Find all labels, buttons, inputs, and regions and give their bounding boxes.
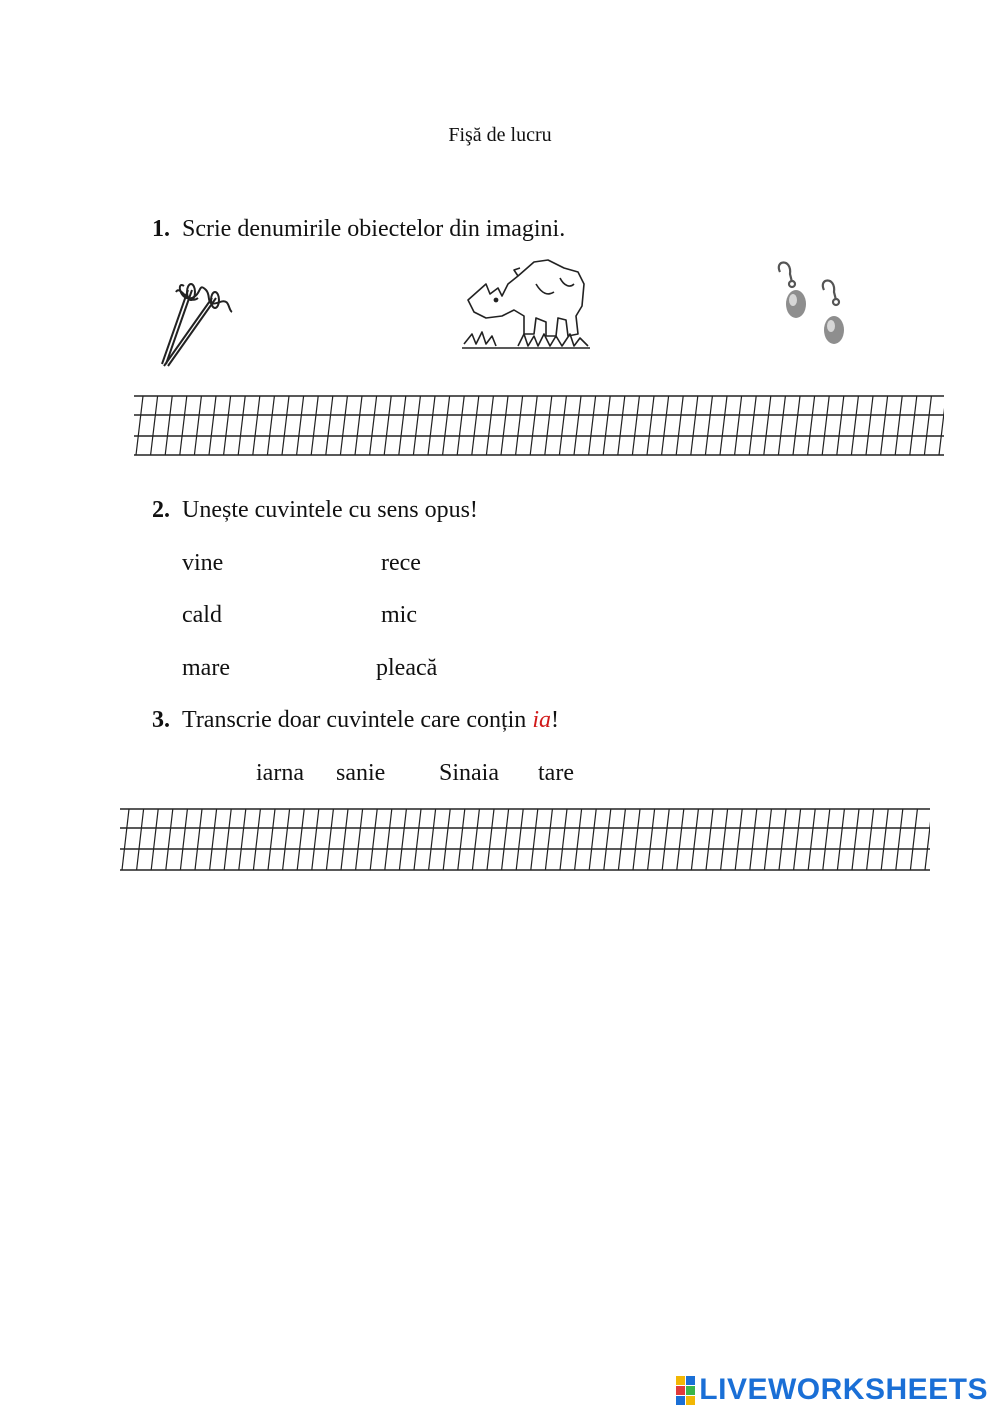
grid-slant-line [662,809,669,870]
grid-slant-line [676,396,683,455]
grid-slant-line [180,809,187,870]
grid-slant-line [472,809,479,870]
grid-slant-line [647,396,654,455]
grid-slant-line [297,809,304,870]
grid-slant-line [764,396,771,455]
grid-slant-line [137,809,144,870]
grid-slant-line [618,809,625,870]
grid-slant-line [151,396,158,455]
grid-slant-line [559,396,566,455]
exercise-3-number: 3. [152,707,170,733]
grid-slant-line [677,809,684,870]
grid-slant-line [881,809,888,870]
grid-slant-line [779,809,786,870]
word-right-1[interactable]: rece [381,550,421,576]
grid-slant-line [385,809,392,870]
liveworksheets-logo [676,1372,988,1408]
grid-slant-line [267,396,274,455]
grid-slant-line [238,396,245,455]
grid-slant-line [866,396,873,455]
grid-slant-line [633,809,640,870]
page-title: Fişă de lucru [448,124,552,146]
grid-slant-line [312,809,319,870]
grid-slant-line [749,396,756,455]
grid-slant-line [924,396,931,455]
grid-slant-line [808,396,815,455]
exercise-1-number: 1. [152,216,170,242]
grid-slant-line [224,809,231,870]
grid-slant-line [429,809,436,870]
grid-slant-line [194,396,201,455]
grid-slant-line [443,396,450,455]
grid-slant-line [925,809,930,870]
grid-slant-line [487,809,494,870]
exercise-1-heading [152,216,565,243]
exercise-1-instruction: Scrie denumirile obiectelor din imagini. [182,216,566,242]
grid-slant-line [457,396,464,455]
grid-slant-line [895,396,902,455]
grid-slant-line [604,809,611,870]
grid-slant-line [501,396,508,455]
grid-slant-line [472,396,479,455]
grid-slant-line [867,809,874,870]
exercise-2-number: 2. [152,497,170,523]
grid-slant-line [910,809,917,870]
grid-slant-line [516,809,523,870]
grid-slant-line [356,809,363,870]
grid-slant-line [239,809,246,870]
grid-slant-line [575,809,582,870]
earrings-icon [770,256,860,350]
grid-slant-line [721,809,728,870]
grid-slant-line [910,396,917,455]
grid-slant-line [706,809,713,870]
grid-slant-line [618,396,625,455]
grid-slant-line [560,809,567,870]
grid-slant-line [297,396,304,455]
grid-slant-line [764,809,771,870]
grid-slant-line [939,396,944,455]
grid-slant-line [851,396,858,455]
grid-slant-line [793,396,800,455]
grid-slant-line [311,396,318,455]
grid-slant-line [340,396,347,455]
grid-slant-line [341,809,348,870]
word-option-4: tare [538,760,574,786]
exercise-2-heading [152,497,478,524]
grid-slant-line [852,809,859,870]
grid-slant-line [837,396,844,455]
grid-slant-line [370,809,377,870]
grid-slant-line [589,396,596,455]
grid-slant-line [691,396,698,455]
grid-slant-line [253,396,260,455]
grid-slant-line [370,396,377,455]
grid-slant-line [166,809,173,870]
grid-slant-line [502,809,509,870]
grid-slant-line [414,809,421,870]
logo-text: LIVEWORKSHEETS [699,1373,988,1406]
rhinoceros-icon [462,254,592,354]
grid-slant-line [282,396,289,455]
grid-slant-line [589,809,596,870]
grid-slant-line [253,809,260,870]
grid-slant-line [486,396,493,455]
grid-slant-line [750,809,757,870]
grid-slant-line [530,396,537,455]
word-right-2[interactable]: mic [381,602,417,628]
grid-slant-line [210,809,217,870]
grid-slant-line [720,396,727,455]
grid-slant-line [180,396,187,455]
grid-slant-line [122,809,129,870]
grid-slant-line [822,396,829,455]
grid-slant-line [165,396,172,455]
word-right-3[interactable]: pleacă [376,655,438,681]
grid-slant-line [355,396,362,455]
grid-slant-line [735,809,742,870]
grid-slant-line [151,809,158,870]
grid-slant-line [399,809,406,870]
word-option-1: iarna [256,760,304,786]
grid-slant-line [209,396,216,455]
grid-slant-line [326,809,333,870]
grid-slant-line [778,396,785,455]
grid-slant-line [648,809,655,870]
grid-slant-line [705,396,712,455]
grid-slant-line [399,396,406,455]
grid-slant-line [283,809,290,870]
grid-slant-line [662,396,669,455]
grid-slant-line [268,809,275,870]
grid-slant-line [458,809,465,870]
grid-slant-line [691,809,698,870]
grid-slant-line [545,396,552,455]
grid-slant-line [837,809,844,870]
exercise-3-exclamation: ! [550,707,559,733]
grid-slant-line [413,396,420,455]
grid-slant-line [136,396,143,455]
grid-slant-line [896,809,903,870]
logo-cubes-icon [676,1376,695,1405]
exercise-3-highlight: ia [532,707,551,733]
exercise-3-instruction: Transcrie doar cuvintele care conțin [182,707,533,733]
grid-slant-line [326,396,333,455]
grid-slant-line [808,809,815,870]
grid-slant-line [823,809,830,870]
grid-slant-line [516,396,523,455]
word-option-3: Sinaia [439,760,499,786]
grid-slant-line [735,396,742,455]
grid-slant-line [632,396,639,455]
grid-slant-line [794,809,801,870]
exercise-2-instruction: Unește cuvintele cu sens opus! [182,497,478,523]
word-left-2[interactable]: cald [182,602,222,628]
grid-slant-line [545,809,552,870]
grid-slant-line [224,396,231,455]
writing-lines-2[interactable] [120,808,930,872]
grid-slant-line [443,809,450,870]
grid-slant-line [574,396,581,455]
word-left-3[interactable]: mare [182,655,230,681]
grid-slant-line [881,396,888,455]
grid-slant-line [384,396,391,455]
grid-slant-line [428,396,435,455]
word-option-2: sanie [336,760,386,786]
needles-icon [158,280,238,368]
grid-slant-line [603,396,610,455]
grid-slant-line [531,809,538,870]
exercise-3-heading [152,707,559,734]
grid-slant-line [195,809,202,870]
writing-lines-1[interactable] [134,395,944,457]
word-left-1[interactable]: vine [182,550,224,576]
